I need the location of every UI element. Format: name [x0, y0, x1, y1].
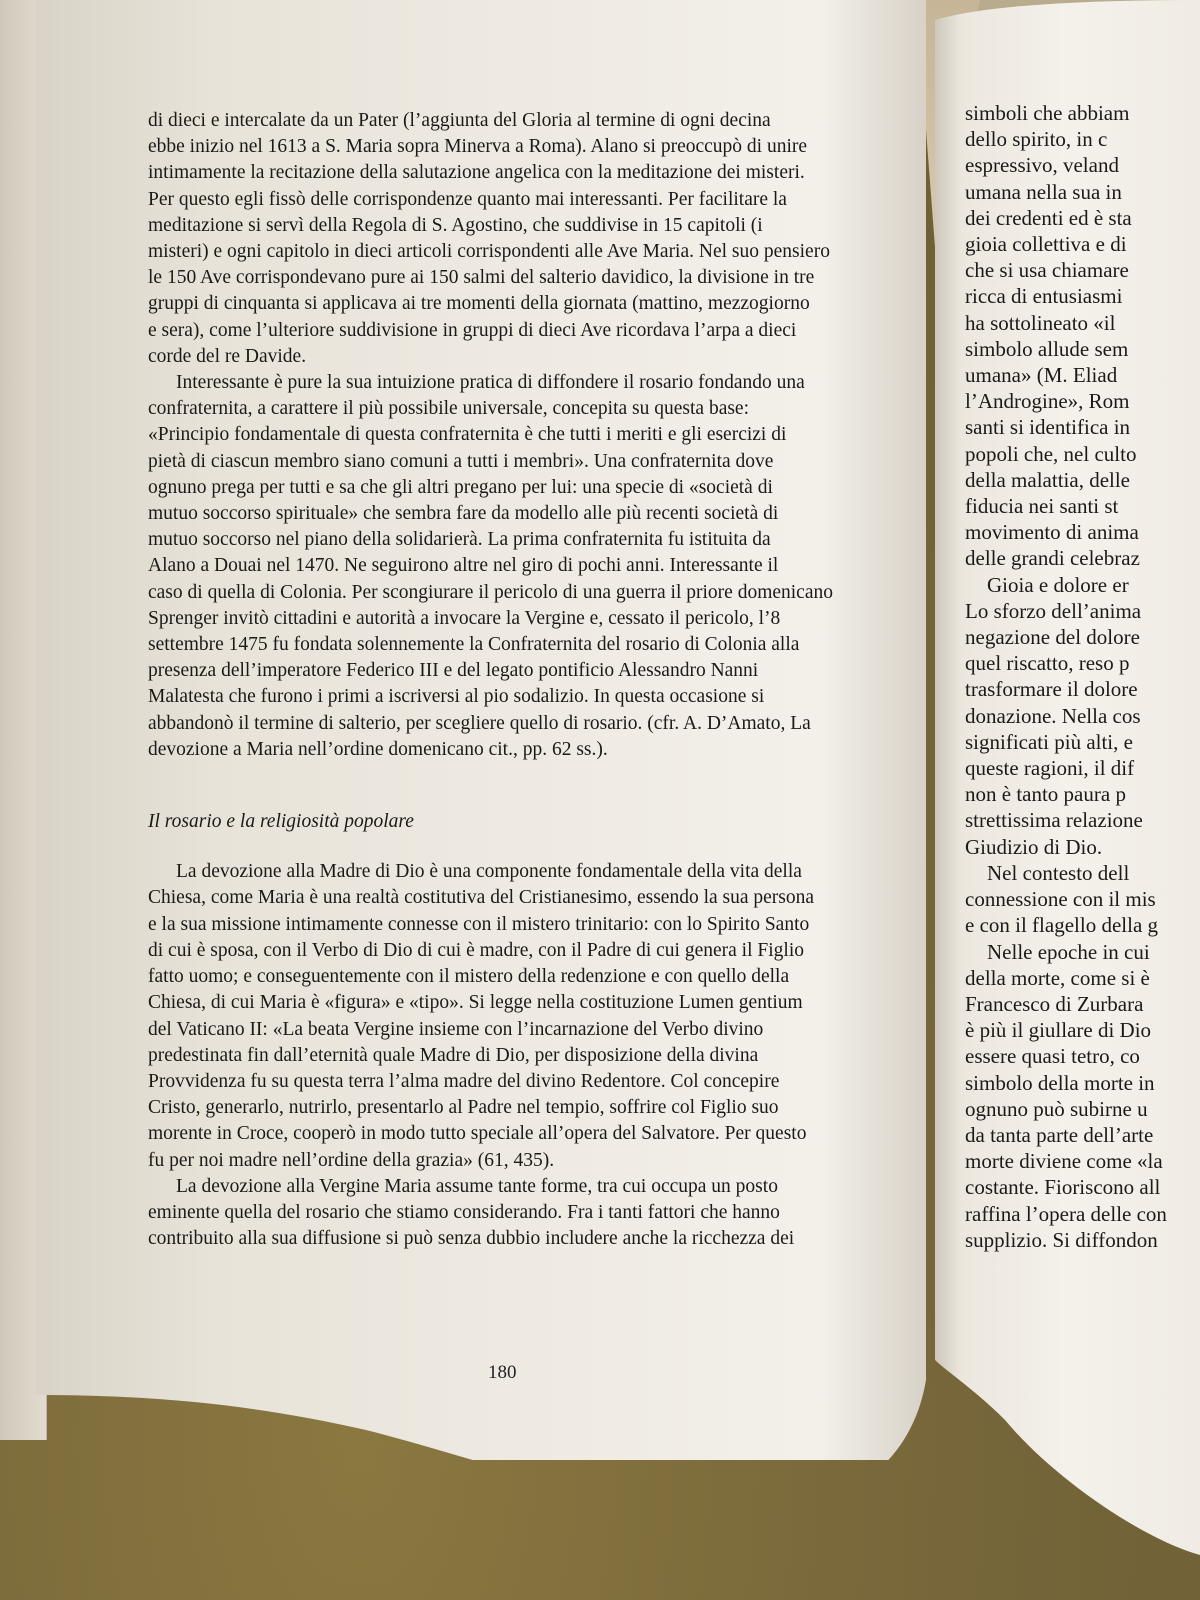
text-line: movimento di anima — [965, 520, 1139, 545]
page-number: 180 — [488, 1362, 517, 1383]
text-line: Chiesa, come Maria è una realtà costitutiva del Cristianesimo, essendo la sua persona — [148, 887, 815, 909]
text-line: devozione a Maria nell’ordine domenicano cit., pp. 62 ss.). — [148, 738, 608, 760]
paragraph-4 — [148, 1174, 900, 1253]
text-line: e sera), come l’ulteriore suddivisione in gruppi di dieci Ave ricordava l’arpa a dieci — [148, 319, 797, 341]
text-line: ognuno può subirne u — [965, 1096, 1148, 1121]
text-line: trasformare il dolore — [965, 677, 1138, 702]
text-line: popoli che, nel culto — [965, 441, 1137, 466]
text-line: connessione con il mis — [965, 887, 1156, 912]
text-line: costante. Fioriscono all — [965, 1175, 1161, 1200]
text-line: meditazione si servì della Regola di S. Agostino, che suddivise in 15 capitoli (i — [148, 214, 763, 236]
text-line: raffina l’opera delle con — [965, 1201, 1167, 1226]
section-spacer — [148, 763, 900, 797]
text-line: strettissima relazione — [965, 808, 1143, 833]
text-line: quel riscatto, reso p — [965, 651, 1130, 676]
left-page-text — [148, 108, 900, 1252]
text-line: Per questo egli fissò delle corrispondenze quanto mai interessanti. Per facilitare la — [148, 188, 787, 210]
text-line: gruppi di cinquanta si applicava ai tre momenti della giornata (mattino, mezzogiorno — [148, 293, 810, 315]
text-line: morente in Croce, cooperò in modo tutto speciale all’opera del Salvatore. Per questo — [148, 1123, 807, 1145]
text-line: non è tanto paura p — [965, 782, 1126, 807]
text-line: misteri) e ogni capitolo in dieci articoli corrispondenti alle Ave Maria. Nel suo pensiero — [148, 241, 830, 263]
text-line: delle grandi celebraz — [965, 546, 1140, 571]
text-line: Nel contesto dell — [987, 860, 1130, 885]
text-line: eminente quella del rosario che stiamo considerando. Fra i tanti fattori che hanno — [148, 1201, 780, 1223]
text-line: mutuo soccorso nel piano della solidarierà. La prima confraternita fu istituita da — [148, 529, 771, 551]
text-line: Sprenger invitò cittadini e autorità a invocare la Vergine e, cessato il pericolo, l’8 — [148, 607, 781, 629]
text-line: dei credenti ed è sta — [965, 205, 1132, 230]
text-line: ricca di entusiasmi — [965, 284, 1123, 309]
text-line: queste ragioni, il dif — [965, 756, 1135, 781]
text-line: Malatesta che furono i primi a iscriversi al pio sodalizio. In questa occasione si — [148, 686, 765, 708]
text-line: Nelle epoche in cui — [987, 939, 1150, 964]
text-line: Interessante è pure la sua intuizione pratica di diffondere il rosario fondando una — [176, 372, 805, 394]
text-line: Giudizio di Dio. — [965, 834, 1103, 859]
text-line: supplizio. Si diffondon — [965, 1227, 1158, 1252]
text-line: e con il flagello della g — [965, 913, 1159, 938]
text-line: di cui è sposa, con il Verbo di Dio di cui è madre, con il Padre di cui genera il Figlio — [148, 939, 804, 961]
text-line: fatto uomo; e conseguentemente con il mistero della redenzione e con quello della — [148, 966, 790, 988]
text-line: umana nella sua in — [965, 179, 1122, 204]
right-page-text — [965, 100, 1200, 1253]
section-heading: Il rosario e la religiosità popolare — [148, 811, 414, 833]
text-line: simbolo allude sem — [965, 336, 1129, 361]
text-line: caso di quella di Colonia. Per scongiurare il pericolo di una guerra il priore domenicano — [148, 581, 833, 603]
text-line: Gioia e dolore er — [987, 572, 1129, 597]
text-line: donazione. Nella cos — [965, 703, 1141, 728]
text-line: La devozione alla Madre di Dio è una componente fondamentale della vita della — [176, 861, 802, 883]
paragraph-2 — [148, 370, 900, 763]
text-line: confraternita, a carattere il più possibile universale, concepita su questa base: — [148, 398, 750, 420]
text-line: settembre 1475 fu fondata solennemente la Confraternita del rosario di Colonia alla — [148, 634, 800, 656]
text-line: contribuito alla sua diffusione si può senza dubbio includere anche la ricchezza dei — [148, 1228, 795, 1250]
text-line: ognuno prega per tutti e sa che gli altri pregano per lui: una specie di «società di — [148, 476, 773, 498]
text-line: le 150 Ave corrispondevano pure ai 150 salmi del salterio davidico, la divisione in tre — [148, 267, 815, 289]
text-line: significati più alti, e — [965, 729, 1133, 754]
text-line: della malattia, delle — [965, 467, 1131, 492]
text-line: Alano a Douai nel 1470. Ne seguirono altre nel giro di pochi anni. Interessante il — [148, 555, 779, 577]
text-line: intimamente la recitazione della salutazione angelica con la meditazione dei misteri. — [148, 162, 805, 184]
text-line: morte diviene come «la — [965, 1149, 1163, 1174]
text-line: del Vaticano II: «La beata Vergine insieme con l’incarnazione del Verbo divino — [148, 1018, 764, 1040]
text-line: della morte, come si è — [965, 965, 1150, 990]
text-line: Lo sforzo dell’anima — [965, 598, 1142, 623]
text-line: Francesco di Zurbara — [965, 991, 1144, 1016]
text-line: che si usa chiamare — [965, 258, 1129, 283]
text-line: l’Androgine», Rom — [965, 389, 1130, 414]
text-line: fu per noi madre nell’ordine della grazia» (61, 435). — [148, 1149, 555, 1171]
text-line: è più il giullare di Dio — [965, 1018, 1152, 1043]
text-line: Provvidenza fu su questa terra l’alma madre del divino Redentore. Col concepire — [148, 1070, 780, 1092]
text-line: abbandonò il termine di salterio, per scegliere quello di rosario. (cfr. A. D’Amato, La — [148, 712, 811, 734]
text-line: mutuo soccorso spirituale» che sembra fare da modello alle più recenti società di — [148, 503, 779, 525]
text-line: ha sottolineato «il — [965, 310, 1116, 335]
text-line: presenza dell’imperatore Federico III e del legato pontificio Alessandro Nanni — [148, 660, 759, 682]
text-line: negazione del dolore — [965, 625, 1140, 650]
text-line: e la sua missione intimamente connesse con il mistero trinitario: con lo Spirito Santo — [148, 913, 810, 935]
text-line: simboli che abbiam — [965, 101, 1130, 125]
text-line: santi si identifica in — [965, 415, 1131, 440]
text-line: corde del re Davide. — [148, 345, 307, 367]
text-line: La devozione alla Vergine Maria assume tante forme, tra cui occupa un posto — [176, 1175, 778, 1197]
text-line: ebbe inizio nel 1613 a S. Maria sopra Minerva a Roma). Alano si preoccupò di unire — [148, 136, 808, 158]
paragraph-1 — [148, 108, 900, 370]
text-line: predestinata fin dall’eternità quale Madre di Dio, per disposizione della divina — [148, 1044, 759, 1066]
text-line: «Principio fondamentale di questa confraternita è che tutti i meriti e gli esercizi di — [148, 424, 787, 446]
text-line: Chiesa, di cui Maria è «figura» e «tipo». Si legge nella costituzione Lumen gentium — [148, 992, 803, 1014]
text-line: essere quasi tetro, co — [965, 1044, 1140, 1069]
text-line: Cristo, generarlo, nutrirlo, presentarlo al Padre nel tempio, soffrire col Figlio suo — [148, 1097, 779, 1119]
text-line: gioia collettiva e di — [965, 232, 1127, 257]
text-line: pietà di ciascun membro siano comuni a tutti i membri». Una confraternita dove — [148, 450, 774, 472]
text-line: espressivo, veland — [965, 153, 1119, 178]
text-line: fiducia nei santi st — [965, 494, 1119, 519]
text-line: simbolo della morte in — [965, 1070, 1155, 1095]
text-line: umana» (M. Eliad — [965, 363, 1118, 388]
paragraph-3 — [148, 859, 900, 1173]
text-line: dello spirito, in c — [965, 127, 1108, 152]
text-line: da tanta parte dell’arte — [965, 1122, 1154, 1147]
text-line: di dieci e intercalate da un Pater (l’aggiunta del Gloria al termine di ogni decina — [148, 110, 771, 131]
